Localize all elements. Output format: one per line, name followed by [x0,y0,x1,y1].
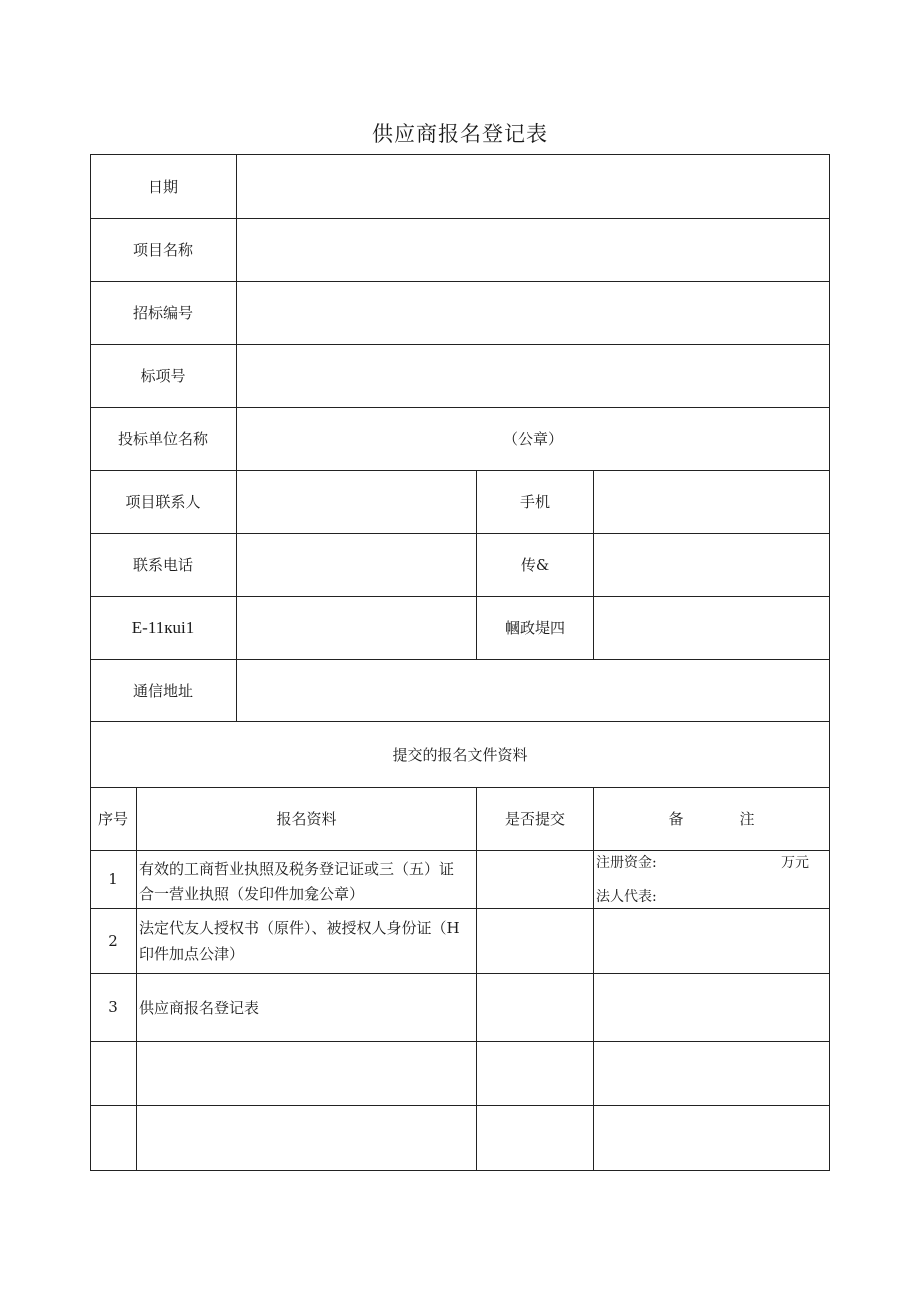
row-1-material-line-1: 有效的工商哲业执照及税务登记证或三（五）证 [139,860,455,878]
row-2-material-line-1: 法定代友人授权书（原件）、被授权人身份证（H [139,919,460,937]
email-label: E-11кui1 [131,617,195,637]
header-material: 报名资料 [276,810,337,828]
bidder-name-label: 投标单位名称 [117,430,208,448]
phone-label: 联系电话 [132,556,193,574]
date-value-cell[interactable] [237,155,829,218]
lot-no-label: 标项号 [140,367,186,385]
row-1-seq: 1 [108,870,118,888]
project-name-value-cell[interactable] [237,219,829,281]
tender-no-label: 招标编号 [132,304,193,322]
postcode-label: 幗政堤四 [504,619,565,637]
row-3-material: 供应商报名登记表 [139,998,260,1017]
row-2-seq: 2 [108,931,118,950]
header-seq: 序号 [97,810,128,828]
row-3-seq: 3 [108,998,118,1016]
rule [90,908,830,909]
row-1-material-line-2: 合一营业执照（发印件加龛公章） [139,885,365,903]
header-remarks-char-1: 备 [668,810,684,828]
fax-label: 传& [520,556,550,574]
rule [90,1041,830,1042]
contact-person-label: 项目联系人 [125,493,201,511]
row-1-legal-rep-label: 法人代表: [596,889,657,905]
project-name-label: 项目名称 [132,241,193,259]
mobile-label: 手机 [519,493,550,511]
rule [829,154,830,1171]
date-label: 日期 [147,177,178,196]
header-submitted: 是否提交 [504,810,565,828]
lot-no-value-cell[interactable] [237,345,829,407]
rule [593,470,594,660]
section-title: 提交的报名文件资料 [392,745,528,764]
form-title: 供应商报名登记表 [372,122,548,146]
rule [90,1105,830,1106]
row-1-registered-capital-unit: 万元 [781,855,809,871]
header-remarks [594,787,829,850]
tender-no-value-cell[interactable] [237,282,829,344]
rule [90,850,830,851]
address-label: 通信地址 [132,681,193,700]
seal-note: （公章） [502,430,563,448]
row-2-material-line-2: 印件加点公津） [139,945,245,963]
row-1-registered-capital-label: 注册资金: [596,855,657,871]
header-remarks-char-2: 注 [739,810,755,828]
rule [90,1170,830,1171]
